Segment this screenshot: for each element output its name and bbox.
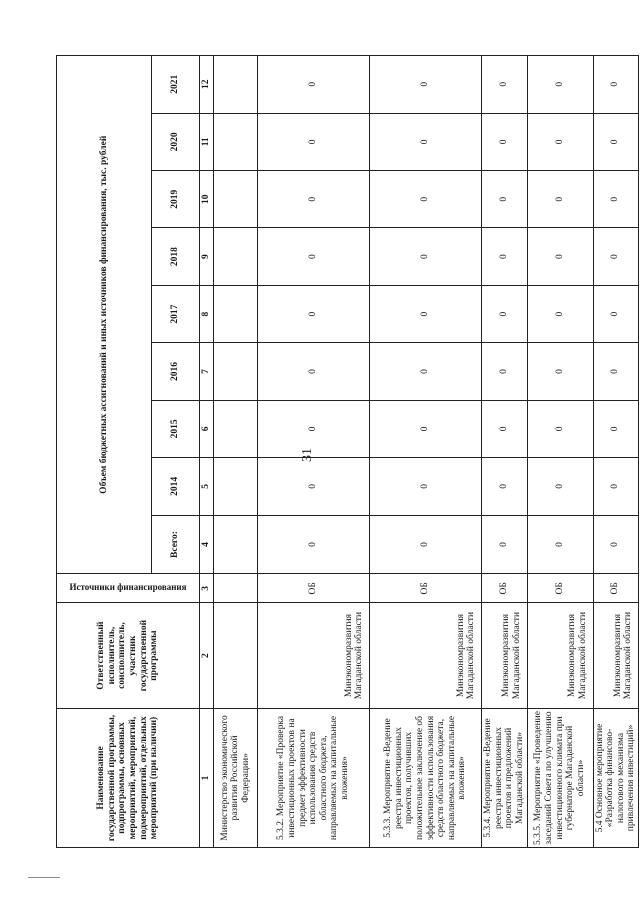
row-value: 0 [527,515,593,574]
row-value: 0 [482,285,528,342]
column-number: 9 [200,228,214,285]
row-name: Министерство экономического развития Российской Федерации» [214,708,258,847]
year-header: 2014 [152,458,200,515]
row-value: 0 [258,113,370,170]
header-source [57,574,200,603]
row-responsible: Минэкономразвития Магаданской области [527,603,593,709]
column-number: 2 [200,603,214,709]
row-value: 0 [482,458,528,515]
row-value [214,515,258,574]
row-value [214,113,258,170]
row-value: 0 [258,285,370,342]
row-value: 0 [258,56,370,114]
row-value: 0 [527,458,593,515]
year-header: 2018 [152,228,200,285]
year-header: 2021 [152,56,200,114]
row-value [214,400,258,457]
row-value: 0 [593,400,639,457]
header-responsible: Ответственный исполнитель, соисполнитель, участник государственной программы [57,603,200,709]
row-value: 0 [258,458,370,515]
row-value: 0 [370,285,482,342]
footer-rule [28,877,60,878]
row-value: 0 [482,171,528,228]
row-responsible: Минэкономразвития Магаданской области [370,603,482,709]
table-row [214,56,258,848]
table-row [593,56,639,848]
row-responsible: Минэкономразвития Магаданской области [593,603,639,709]
row-responsible: Минэкономразвития Магаданской области [482,603,528,709]
row-source: ОБ [593,574,639,603]
table-row [527,56,593,848]
year-header: 2020 [152,113,200,170]
row-responsible [214,603,258,709]
row-value: 0 [593,56,639,114]
row-source: ОБ [370,574,482,603]
row-source [214,574,258,603]
row-value: 0 [482,56,528,114]
year-header: 2019 [152,171,200,228]
column-number: 7 [200,343,214,400]
rotated-table-frame [56,55,637,848]
year-header: Всего: [152,515,200,574]
row-value: 0 [593,171,639,228]
header-source-text: Источники финансирования [69,582,187,593]
row-value: 0 [370,56,482,114]
row-value: 0 [482,343,528,400]
row-value: 0 [370,343,482,400]
table-row [370,56,482,848]
row-value [214,228,258,285]
header-volume: Объем бюджетных ассигнований и иных источников финансирования, тыс. рублей [57,56,152,574]
row-value: 0 [527,343,593,400]
column-number: 1 [200,708,214,847]
row-value: 0 [258,228,370,285]
row-value: 0 [482,400,528,457]
row-name: 5.3.4. Мероприятие «Ведение реестра инвестиционных проектов и предложений Магаданской области» [482,708,528,847]
row-value: 0 [370,171,482,228]
column-number: 8 [200,285,214,342]
row-responsible: Минэкономразвития Магаданской области [258,603,370,709]
row-value [214,343,258,400]
row-value: 0 [593,343,639,400]
row-value: 0 [593,113,639,170]
row-source: ОБ [527,574,593,603]
budget-table [56,55,639,848]
row-value: 0 [527,400,593,457]
table-row [258,56,370,848]
row-value: 0 [370,113,482,170]
row-value [214,56,258,114]
row-value: 0 [527,56,593,114]
row-value: 0 [482,515,528,574]
row-name: 5.3.3. Мероприятие «Ведение реестра инвестиционных проектов, получивших положительное заключение об эффективности использования средств областного бюджета, направляемых на капитальные вложения» [370,708,482,847]
row-value: 0 [258,400,370,457]
column-number: 11 [200,113,214,170]
row-value: 0 [258,171,370,228]
column-number: 4 [200,515,214,574]
year-header: 2017 [152,285,200,342]
column-number: 12 [200,56,214,114]
row-value: 0 [258,515,370,574]
row-value: 0 [258,343,370,400]
row-value: 0 [527,171,593,228]
row-source: ОБ [482,574,528,603]
row-value: 0 [370,400,482,457]
header-name: Наименование государственной программы, подпрограммы, основных мероприятий, мероприятий, подмероприятий, отдельных мероприятий (при наличии) [57,708,200,847]
row-value [214,171,258,228]
row-name: 5.4 Основное мероприятие «Разработка финансово-налогового механизма привлечения инвестиций» [593,708,639,847]
row-value [214,458,258,515]
row-name: 5.3.2. Мероприятие «Проверка инвестиционных проектов на предмет эффективности использования средств областного бюджета, направляемых на капитальные вложения» [258,708,370,847]
row-value: 0 [527,228,593,285]
row-value: 0 [482,113,528,170]
row-value: 0 [527,285,593,342]
row-source: ОБ [258,574,370,603]
column-number: 6 [200,400,214,457]
column-number: 3 [200,574,214,603]
row-value: 0 [593,228,639,285]
row-name: 5.3.5. Мероприятие «Проведение заседаний Совета по улучшению инвестиционного климата при губернаторе Магаданской области» [527,708,593,847]
column-number: 10 [200,171,214,228]
year-header: 2016 [152,343,200,400]
page-number: 31 [300,448,315,462]
row-value: 0 [593,285,639,342]
row-value: 0 [593,515,639,574]
row-value: 0 [527,113,593,170]
row-value: 0 [593,458,639,515]
year-header: 2015 [152,400,200,457]
row-value: 0 [482,228,528,285]
row-value [214,285,258,342]
row-value: 0 [370,515,482,574]
budget-table-container [56,55,637,848]
row-value: 0 [370,228,482,285]
row-value: 0 [370,458,482,515]
table-row [482,56,528,848]
column-number: 5 [200,458,214,515]
